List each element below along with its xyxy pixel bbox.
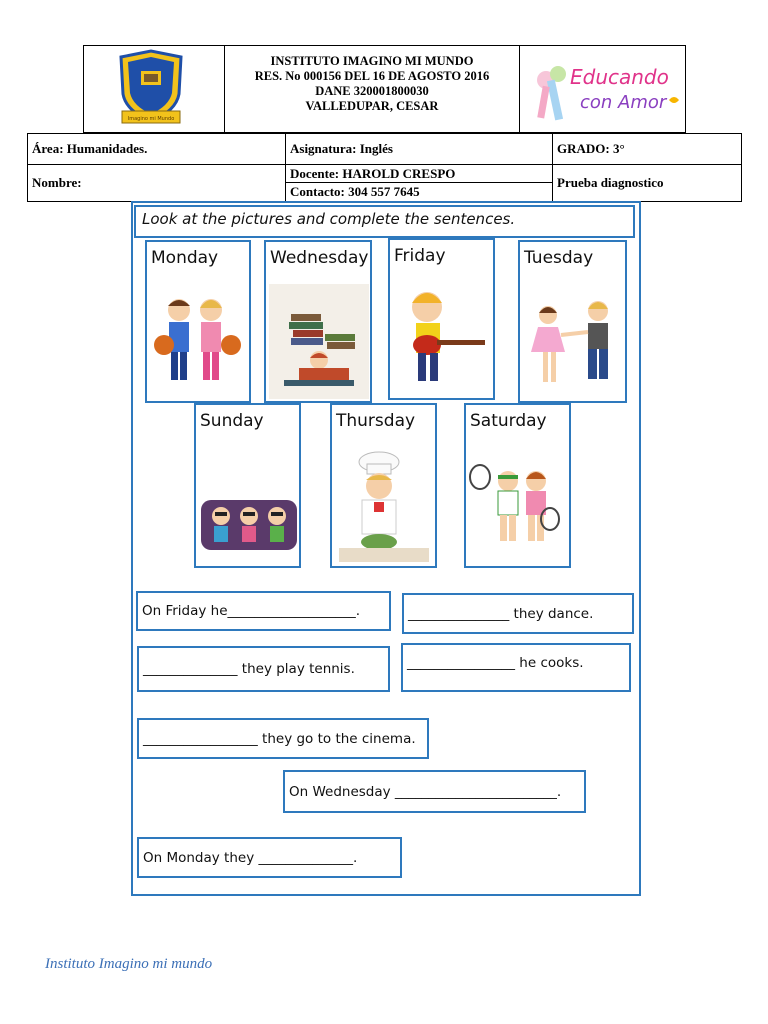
card-day-label: Friday bbox=[394, 246, 446, 266]
girl-reading-books-picture bbox=[269, 284, 369, 399]
card-wednesday bbox=[264, 240, 372, 403]
kids-tennis-picture bbox=[468, 463, 568, 563]
instruction-text: Look at the pictures and complete the sentences. bbox=[142, 210, 516, 228]
card-day-label: Saturday bbox=[470, 411, 547, 431]
sentence-box-3[interactable] bbox=[137, 646, 390, 692]
sentence-text: ________________ he cooks. bbox=[407, 655, 584, 671]
subject-cell bbox=[285, 133, 553, 165]
school-info-cell bbox=[224, 45, 520, 133]
card-sunday bbox=[194, 403, 301, 568]
card-day-label: Monday bbox=[151, 248, 219, 268]
sentence-text: ______________ they play tennis. bbox=[143, 661, 355, 677]
school-name: INSTITUTO IMAGINO MI MUNDO bbox=[270, 54, 474, 68]
card-saturday bbox=[464, 403, 571, 568]
sentence-text: On Wednesday ________________________. bbox=[289, 783, 562, 800]
card-day-label: Thursday bbox=[336, 411, 416, 431]
card-thursday bbox=[330, 403, 437, 568]
footer-text: Instituto Imagino mi mundo bbox=[45, 956, 213, 972]
school-dane: DANE 320001800030 bbox=[315, 84, 429, 98]
sentence-text: _________________ they go to the cinema. bbox=[143, 730, 416, 747]
boy-guitar-picture bbox=[392, 285, 492, 395]
school-crest-logo bbox=[116, 49, 186, 129]
kids-basketball-picture bbox=[149, 290, 249, 400]
sentence-text: _______________ they dance. bbox=[408, 605, 594, 622]
kids-dancing-picture bbox=[523, 297, 623, 397]
school-resolution: RES. No 000156 DEL 16 DE AGOSTO 2016 bbox=[254, 69, 490, 83]
sentence-box-1[interactable] bbox=[136, 591, 391, 631]
teacher-text: Docente: HAROLD CRESPO bbox=[290, 165, 456, 181]
school-city: VALLEDUPAR, CESAR bbox=[305, 99, 439, 113]
sentence-box-7[interactable] bbox=[137, 837, 402, 878]
sentence-box-4[interactable] bbox=[401, 643, 631, 692]
test-type-cell bbox=[552, 164, 742, 202]
grade-text: GRADO: 3° bbox=[557, 141, 625, 156]
educando-con-amor-logo bbox=[524, 50, 684, 130]
header-logo-cell bbox=[519, 45, 686, 133]
kids-cinema-picture bbox=[199, 490, 299, 560]
card-tuesday bbox=[518, 240, 627, 403]
card-friday bbox=[388, 238, 495, 400]
card-day-label: Wednesday bbox=[270, 248, 369, 268]
name-label: Nombre: bbox=[32, 175, 82, 190]
name-cell bbox=[27, 164, 286, 202]
card-day-label: Tuesday bbox=[524, 248, 594, 268]
contact-text: Contacto: 304 557 7645 bbox=[290, 184, 420, 199]
logo-text-con-amor: con Amor bbox=[580, 92, 667, 113]
test-type-text: Prueba diagnostico bbox=[557, 175, 664, 190]
sentence-text: On Friday he___________________. bbox=[142, 603, 361, 619]
subject-text: Asignatura: Inglés bbox=[290, 141, 393, 156]
logo-text-educando: Educando bbox=[570, 65, 669, 89]
area-text: Área: Humanidades. bbox=[32, 141, 148, 156]
sentence-box-5[interactable] bbox=[137, 718, 429, 759]
sentence-box-2[interactable] bbox=[402, 593, 634, 634]
contact-cell bbox=[285, 182, 553, 202]
grade-cell bbox=[552, 133, 742, 165]
card-monday bbox=[145, 240, 251, 403]
header-crest-cell bbox=[83, 45, 225, 133]
sentence-box-6[interactable] bbox=[283, 770, 586, 813]
crest-banner-text: Imagino mi Mundo bbox=[127, 116, 175, 122]
boy-cooking-picture bbox=[334, 450, 434, 565]
sentence-text: On Monday they ______________. bbox=[143, 849, 358, 866]
area-cell bbox=[27, 133, 286, 165]
instruction-box bbox=[134, 205, 635, 238]
card-day-label: Sunday bbox=[200, 411, 264, 431]
teacher-cell bbox=[285, 164, 553, 183]
